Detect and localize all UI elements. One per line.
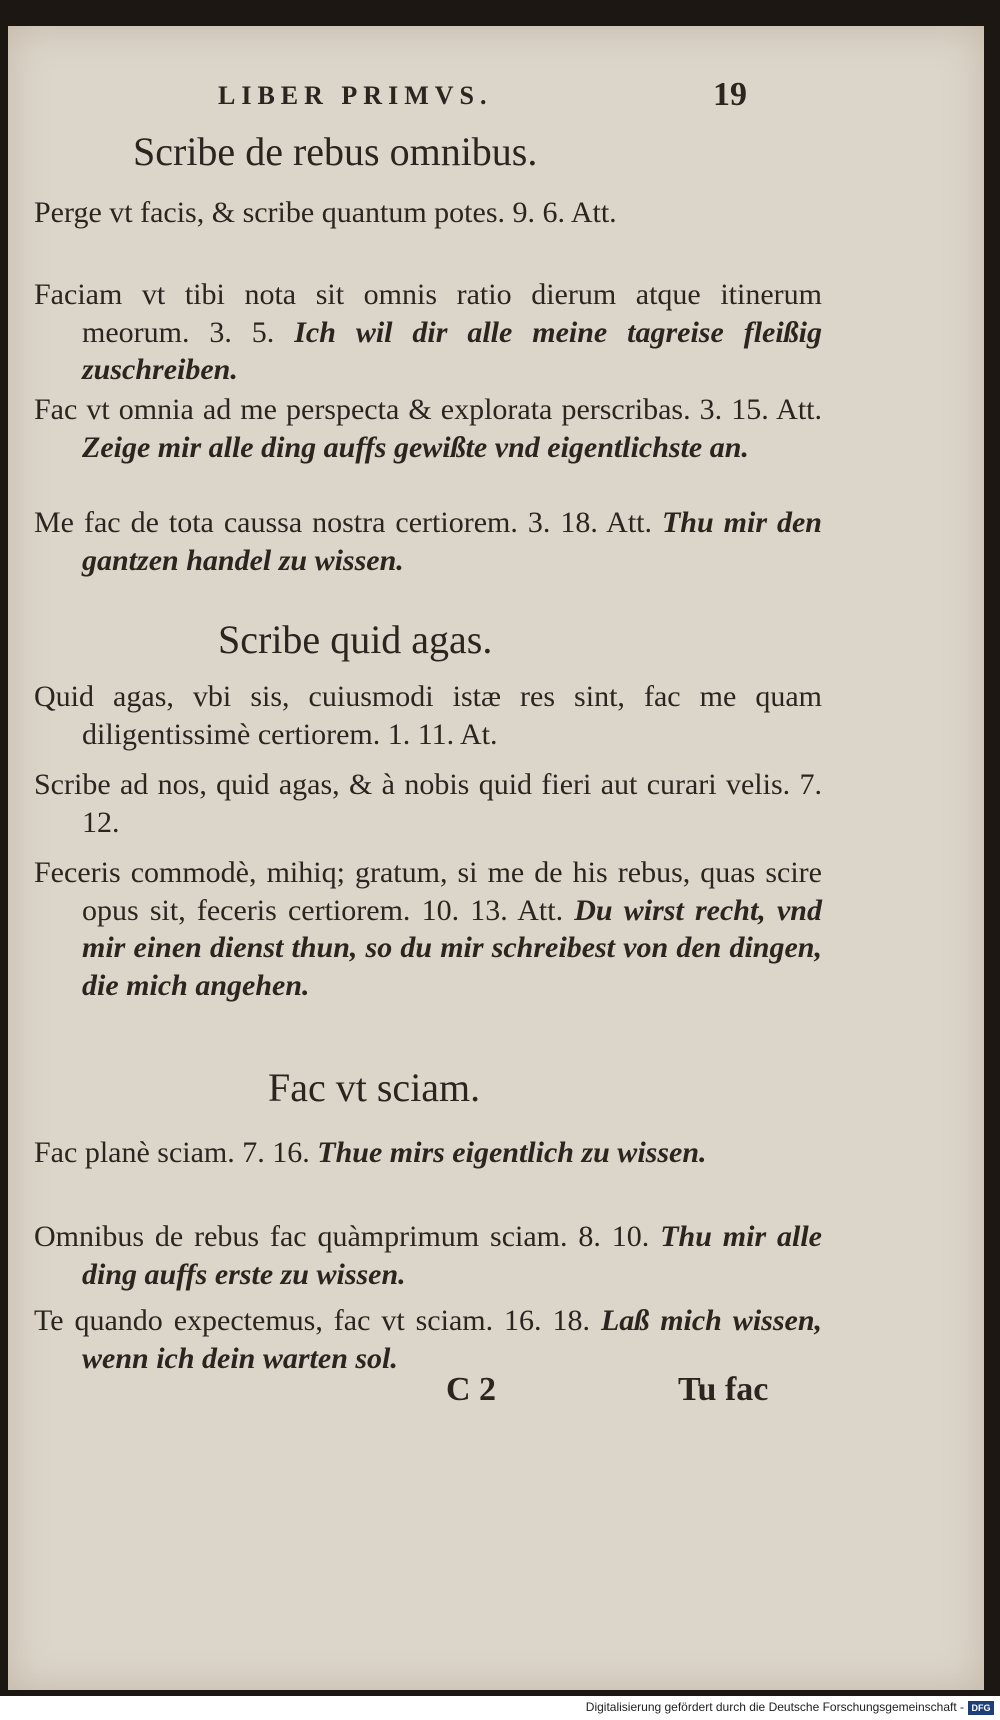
latin-text: Feceris commodè, mihiq; gratum, si me de his rebus, quas scire opus sit, feceris certiorem. 10. 13. Att. bbox=[34, 856, 822, 927]
section-title-fac-vt-sciam: Fac vt sciam. bbox=[268, 1065, 481, 1110]
footer-credit bbox=[0, 1700, 1000, 1720]
section-title-scribe-quid-agas: Scribe quid agas. bbox=[218, 617, 493, 662]
latin-text: Fac vt omnia ad me perspecta & explorata perscribas. 3. 15. Att. bbox=[34, 393, 822, 426]
running-head: LIBER PRIMVS. bbox=[218, 81, 493, 110]
entry bbox=[34, 391, 822, 466]
latin-text: Omnibus de rebus fac quàmprimum sciam. 8. 10. bbox=[34, 1220, 650, 1253]
page-number: 19 bbox=[713, 76, 747, 113]
latin-text: Scribe ad nos, quid agas, & à nobis quid fieri aut curari velis. 7. 12. bbox=[34, 768, 822, 839]
latin-text: Faciam vt tibi nota sit omnis ratio dierum atque itinerum meorum. 3. 5. bbox=[34, 278, 822, 349]
german-text: Zeige mir alle ding auffs gewißte vnd eigentlichste an. bbox=[82, 430, 749, 464]
entry bbox=[34, 276, 822, 389]
german-text: Thue mirs eigentlich zu wissen. bbox=[317, 1136, 707, 1169]
entry bbox=[34, 1302, 822, 1377]
entry bbox=[34, 1218, 822, 1293]
footer-text: Digitalisierung gefördert durch die Deutsche Forschungsgemeinschaft - bbox=[585, 1700, 964, 1714]
entry bbox=[34, 766, 822, 841]
section-title-scribe-de-rebus: Scribe de rebus omnibus. bbox=[133, 129, 538, 174]
latin-text: Quid agas, vbi sis, cuiusmodi istæ res sint, fac me quam diligentissimè certiorem. 1. 11. At. bbox=[34, 680, 822, 751]
entry bbox=[34, 1134, 822, 1172]
entry bbox=[34, 678, 822, 753]
latin-text: Me fac de tota caussa nostra certiorem. 3. 18. Att. bbox=[34, 506, 652, 539]
german-text: Thu mir alle ding auffs erste zu wissen. bbox=[82, 1220, 822, 1291]
german-text: Laß mich wissen, wenn ich dein warten sol. bbox=[82, 1304, 823, 1375]
latin-text: Te quando expectemus, fac vt sciam. 16. 18. bbox=[34, 1304, 590, 1337]
latin-text: Perge vt facis, & scribe quantum potes. 9. 6. Att. bbox=[34, 196, 617, 229]
book-page bbox=[8, 26, 984, 1690]
entry bbox=[34, 504, 822, 579]
latin-text: Fac planè sciam. 7. 16. bbox=[34, 1136, 310, 1169]
catchword: Tu fac bbox=[678, 1371, 769, 1408]
entry bbox=[34, 194, 822, 232]
entry bbox=[34, 854, 822, 1004]
german-text: Du wirst recht, vnd mir einen dienst thun, so du mir schreibest von den dingen, die mich angehen. bbox=[82, 893, 822, 1002]
german-text: Ich wil dir alle meine tagreise fleißig zuschreiben. bbox=[82, 315, 823, 386]
signature-mark: C 2 bbox=[446, 1371, 497, 1408]
dfg-logo-icon: DFG bbox=[968, 1701, 994, 1715]
german-text: Thu mir den gantzen handel zu wissen. bbox=[82, 506, 822, 577]
